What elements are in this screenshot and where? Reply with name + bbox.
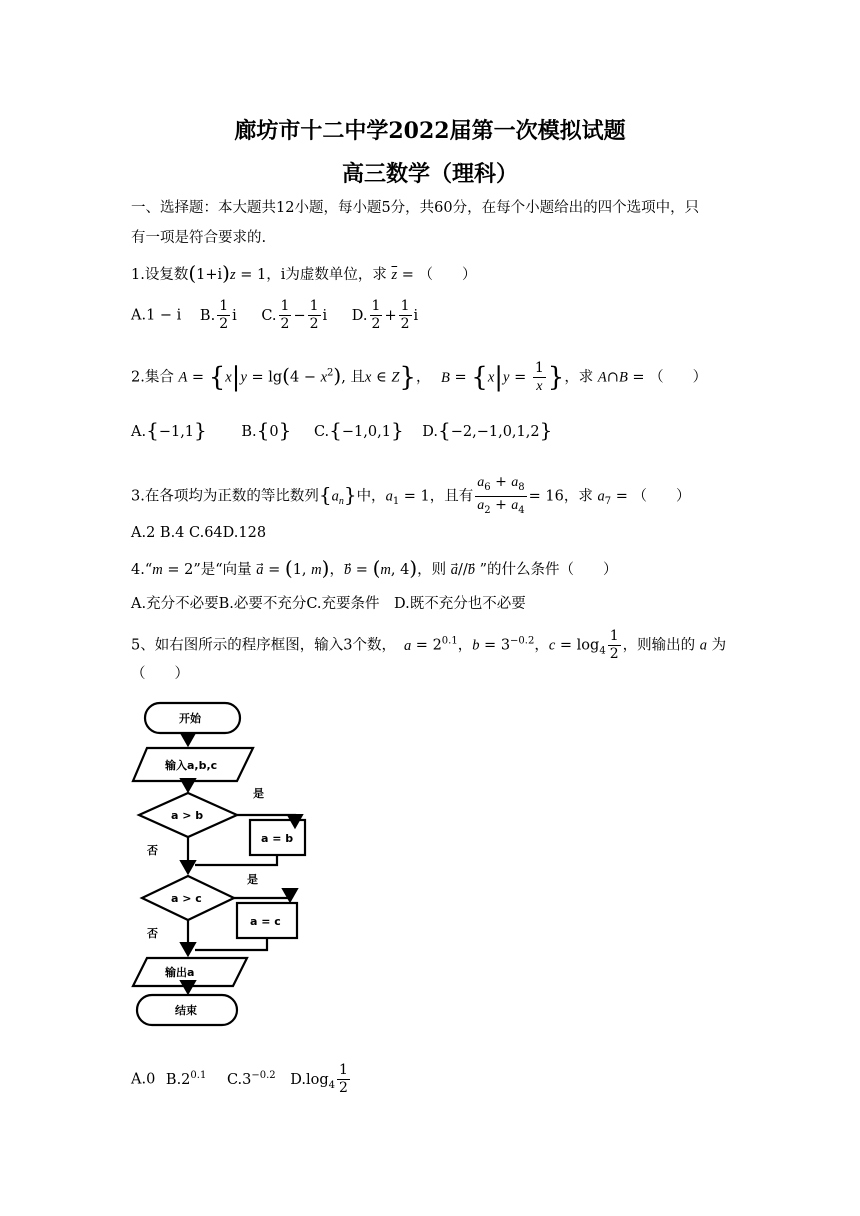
q5-option-d: $D.\log_4$ $\frac{1}{2}$	[290, 1062, 348, 1096]
question-2-options	[131, 420, 552, 442]
flowchart-cond2-label: a > c	[171, 892, 202, 905]
flowchart-input-label: 输入a,b,c	[165, 759, 218, 772]
flowchart-yes-label-2: 是	[247, 873, 258, 886]
flowchart-end-label: 结束	[175, 1004, 197, 1017]
section-intro-line2: 有一项是符合要求的.	[131, 230, 267, 246]
question-5-stem-line2: （ ）	[131, 666, 189, 682]
document-subtitle: 高三数学（理科）	[341, 161, 518, 187]
flowchart-assign1-label: a = b	[261, 832, 294, 845]
q1-option-b: B. $\frac{1}{2}$ i	[199, 298, 237, 332]
program-flowchart	[125, 693, 315, 1038]
question-5-options	[131, 1062, 352, 1097]
flowchart-cond1-label: a > b	[171, 809, 204, 822]
document-title: 廊坊市十二中学2022届第一次模拟试题	[234, 118, 626, 144]
q5-option-b: $B.2^{0.1}$	[165, 1069, 207, 1088]
flowchart-assign2-label: a = c	[250, 915, 281, 928]
q2-option-a: A.{−1,1}	[131, 418, 207, 442]
question-5-stem: 5、如右图所示的程序框图，输入3个数， $a = 2^{0.1}$，$b = 3^{-0.2}$，$c = \log_4$ $\frac{1}{2}$ ，则输出的 a 为	[131, 628, 727, 662]
q5-option-a: A.0	[131, 1071, 156, 1088]
question-4-stem: 4.“m = 2”是“向量 a⃗ = (1, m)，b⃗ = (m, 4)，则 a⃗//b⃗ ”的什么条件（ ）	[131, 556, 618, 580]
flowchart-start-label: 开始	[179, 712, 201, 725]
flowchart-output-label: 输出a	[165, 966, 195, 979]
question-3-options: A.2 B.4 C.64D.128	[131, 525, 267, 541]
question-4-options: A.充分不必要B.必要不充分C.充要条件 D.既不充分也不必要	[131, 596, 526, 612]
question-2-stem: 2.集合 $A = \{x|y = \lg(4 - x^2)$, 且x ∈ Z}， B = {x|y = $\frac{1}{x}$ }，求 A∩B = （ ）	[131, 360, 708, 394]
q2-option-c: C.{−1,0,1}	[313, 418, 404, 442]
question-1-options	[131, 298, 418, 333]
question-3-stem: 3.在各项均为正数的等比数列$\{a_n\}$中，$a_1 = 1$，且有 $\frac{a_6 + a_8}{a_2 + a_4}$ = 16，求 $a_7$ = （ ）	[131, 474, 691, 516]
q1-option-d: D. $\frac{1}{2}$ + $\frac{1}{2}$ i	[351, 298, 419, 332]
q2-option-d: D.{−2,−1,0,1,2}	[422, 418, 553, 442]
question-1-stem: 1.设复数(1+i)z = 1，i为虚数单位，求 $\overline{z}$ = （ ）	[131, 261, 477, 285]
q1-option-c: C. $\frac{1}{2}$ − $\frac{1}{2}$ i	[261, 298, 328, 332]
q2-option-b: B.{0}	[241, 418, 292, 442]
q1-option-a: A.1 − i	[131, 307, 182, 324]
flowchart-no-label-1: 否	[147, 844, 158, 857]
section-intro-line1: 一、选择题：本大题共12小题，每小题5分，共60分，在每个小题给出的四个选项中，只	[131, 200, 700, 216]
q5-option-c: $C.3^{-0.2}$	[226, 1069, 276, 1088]
flowchart-yes-label-1: 是	[253, 787, 264, 800]
flowchart-no-label-2: 否	[147, 927, 158, 940]
